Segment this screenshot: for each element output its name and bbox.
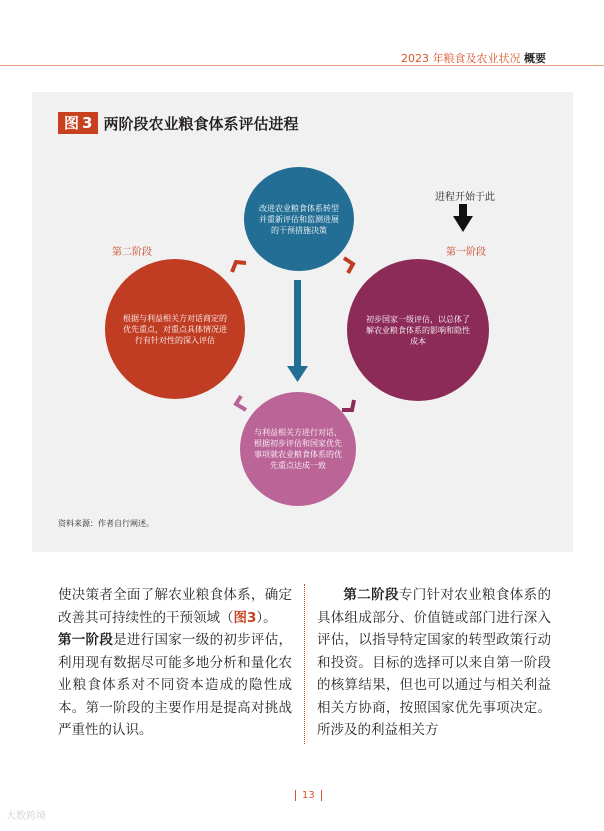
- body-column-right: [317, 584, 551, 742]
- circle-initial-assessment-text: 初步国家一级评估，以总体了解农业粮食体系的影响和隐性成本: [366, 314, 470, 346]
- chevron-left-top-icon: [232, 262, 246, 272]
- page-number: [289, 790, 328, 801]
- start-label: 进程开始于此: [435, 192, 495, 203]
- watermark: 大数跨境: [6, 811, 46, 822]
- running-head-title: 2023 年粮食及农业状况: [401, 52, 521, 65]
- circle-targeted-assessment: [105, 259, 245, 399]
- chevron-bottom-left-icon: [236, 396, 246, 410]
- circle-targeted-assessment-text: 根据与利益相关方对话商定的优先重点，对重点具体情况进行有针对性的深入评估: [123, 313, 227, 345]
- circle-dialogue: [240, 392, 356, 506]
- right-paragraph: 专门针对农业粮食体系的具体组成部分、价值链或部门进行深入评估，以指导特定国家的转型政策行动和投资。目标的选择可以来自第一阶段的核算结果，但也可以通过与相关利益相关方协商，按照国家优先事项决定。所涉及的利益相关方: [317, 587, 552, 738]
- left-paragraph-1b: ）。: [256, 609, 277, 626]
- figure-tag-label: 图: [64, 114, 80, 132]
- left-paragraph-1a: 使决策者全面了解农业粮食体系，确定改善其可持续性的干预领域（: [58, 587, 292, 626]
- figure-source: 资料来源：作者自行阐述。: [58, 519, 154, 528]
- circle-dialogue-text: 与利益相关方进行对话，根据初步评估和国家优先事项就农业粮食体系的优先重点达成一致: [254, 428, 342, 470]
- center-arrow-icon: [287, 280, 308, 382]
- figure-title-text: 两阶段农业粮食体系评估进程: [103, 114, 299, 133]
- left-paragraph-2: 是进行国家一级的初步评估，利用现有数据尽可能多地分析和量化农业粮食体系对不同资本造成的隐性成本。第一阶段的主要作用是提高对挑战严重性的认识。: [58, 632, 292, 738]
- page-number-text: 13: [302, 790, 315, 801]
- chevron-top-right-icon: [344, 258, 353, 273]
- body-column-left: [58, 584, 292, 742]
- circle-decision-text: 改进农业粮食体系转型并重新评估和监测进展的干预措施决策: [259, 203, 339, 235]
- chevron-right-bottom-icon: [342, 400, 354, 410]
- stage2-heading: 第二阶段: [343, 587, 399, 603]
- figure-reference-link[interactable]: 图3: [233, 609, 257, 626]
- column-divider: [304, 584, 305, 744]
- running-head-section: 概要: [524, 52, 546, 65]
- stage1-label: 第一阶段: [446, 247, 486, 258]
- circle-decision: [244, 167, 354, 271]
- stage2-label: 第二阶段: [112, 247, 152, 258]
- figure-tag-number: 3: [82, 114, 93, 132]
- down-arrow-icon: [453, 204, 473, 232]
- circle-initial-assessment: [347, 259, 489, 401]
- stage1-heading: 第一阶段: [58, 632, 114, 648]
